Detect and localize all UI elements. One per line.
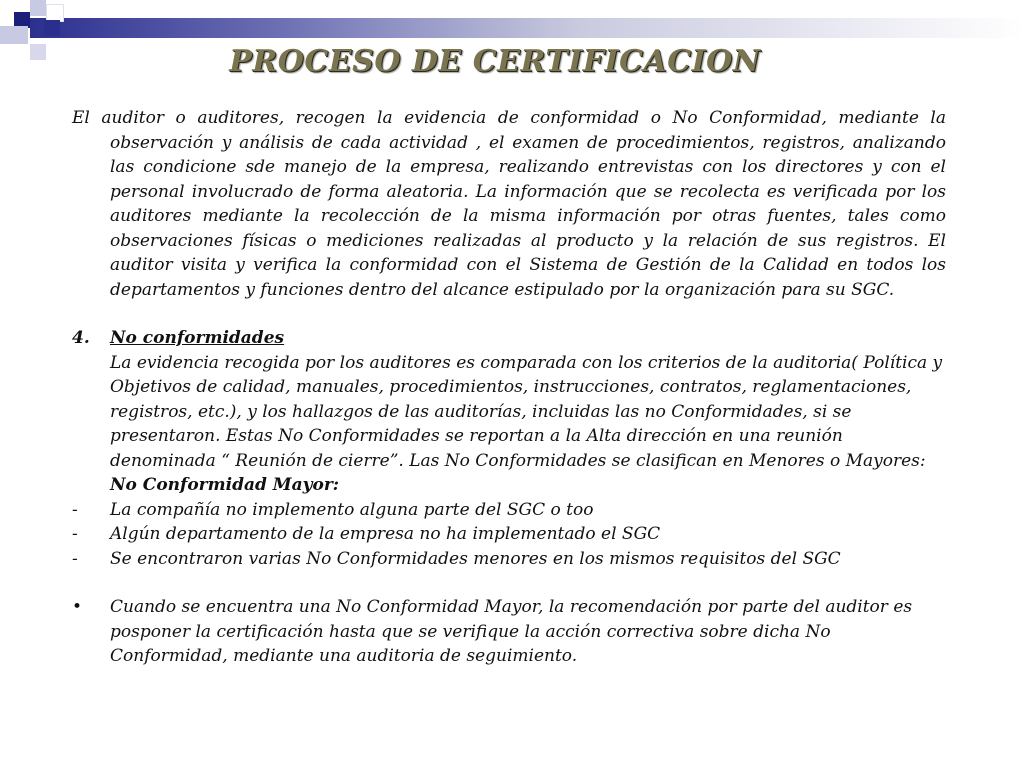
list-item	[72, 498, 946, 523]
decor-square	[44, 20, 60, 36]
section-number: 4.	[72, 328, 90, 348]
spacer	[72, 571, 946, 595]
intro-paragraph: El auditor o auditores, recogen la evidencia de conformidad o No Conformidad, mediante la observación y análisis de cada actividad , el examen de procedimientos, registros, analizando las condicione sde manejo de la empresa, realizando entrevistas con los directores y con el personal involucrado de forma aleatoria. La información que se recolecta es verificada por los auditores mediante la recolección de la misma información por otras fuentes, tales como observaciones físicas o mediciones realizadas al producto y la relación de sus registros. El auditor visita y verifica la conformidad con el Sistema de Gestión de la Calidad en todos los departamentos y funciones dentro del alcance estipulado por la organización para su SGC.	[72, 108, 946, 300]
list-item-text: Se encontraron varias No Conformidades menores en los mismos requisitos del SGC	[110, 548, 841, 569]
major-nc-subheading: No Conformidad Mayor:	[110, 475, 340, 495]
dash-marker: -	[72, 524, 78, 544]
list-item-text: Algún departamento de la empresa no ha implementado el SGC	[110, 524, 661, 544]
bullet-marker: •	[72, 597, 83, 617]
section-heading-row	[72, 326, 946, 351]
list-item-text: La compañía no implemento alguna parte del SGC o too	[110, 499, 594, 520]
dash-marker: -	[72, 499, 78, 520]
header-gradient-band	[30, 18, 1024, 38]
subheading-row	[72, 473, 946, 498]
section-paragraph: La evidencia recogida por los auditores es comparada con los criterios de la auditoria( Política y Objetivos de calidad, manuales, procedimientos, instrucciones, contratos, reglamentaciones, registros, etc.), y los hallazgos de las auditorías, incluidas las no Conformidades, si se presentaron. Estas No Conformidades se reportan a la Alta dirección en una reunión denominada “ Reunión de cierre”. Las No Conformidades se clasifican en Menores o Mayores:	[110, 352, 943, 471]
list-item	[72, 547, 946, 572]
decor-square	[30, 0, 46, 16]
bullet-text: Cuando se encuentra una No Conformidad Mayor, la recomendación por parte del auditor es posponer la certificación hasta que se verifique la acción correctiva sobre dicha No Conformidad, mediante una auditoria de seguimiento.	[110, 597, 913, 666]
slide-title: PROCESO DE CERTIFICACION	[229, 44, 761, 79]
decor-square	[0, 26, 28, 44]
bullet-item	[72, 595, 946, 669]
slide-content	[72, 106, 946, 669]
dash-marker: -	[72, 548, 78, 569]
list-item	[72, 522, 946, 547]
section-body-row	[72, 351, 946, 474]
section-heading: No conformidades	[110, 328, 285, 348]
spacer	[72, 302, 946, 326]
